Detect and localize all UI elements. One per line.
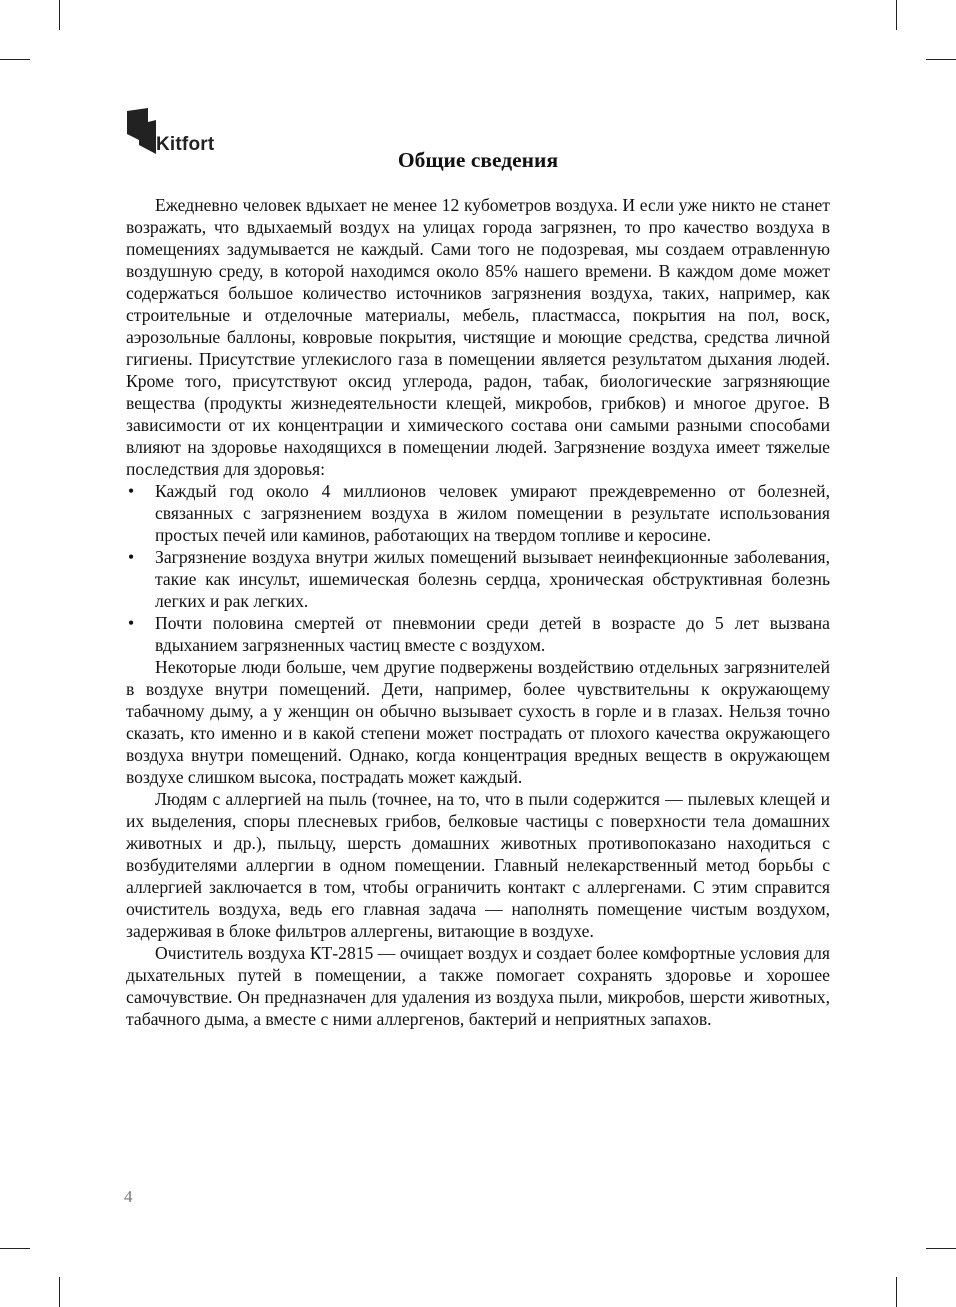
- crop-mark-top-left-vertical: [59, 0, 60, 30]
- paragraph: Людям с аллергией на пыль (точнее, на то, что в пыли содержится — пылевых клещей и их выделения, споры плесневых грибов, белковые частицы с поверхности тела домашних животных и др.), пыльцу, шерсть домашних животных противопоказано находиться с возбудителями аллергии в одном помещении. Главный нелекарственный метод борьбы с аллергией заключается в том, чтобы ограничить контакт с аллергенами. С этим справится очиститель воздуха, ведь его главная задача — наполнять помещение чистым воздухом, задерживая в блоке фильтров аллергены, витающие в воздухе.: [126, 789, 830, 941]
- crop-mark-top-left-horizontal: [0, 59, 30, 60]
- health-effects-list: [126, 480, 830, 656]
- crop-mark-top-right-horizontal: [926, 59, 956, 60]
- brand-name: Kitfort: [156, 134, 215, 155]
- crop-mark-bottom-right-horizontal: [926, 1248, 956, 1249]
- list-item: • Загрязнение воздуха внутри жилых помещений вызывает неинфекционные заболевания, такие как инсульт, ишемическая болезнь сердца, хроническая обструктивная болезнь легких и рак легких.: [126, 546, 830, 612]
- intro-paragraph: Ежедневно человек вдыхает не менее 12 кубометров воздуха. И если уже никто не станет возражать, что вдыхаемый воздух на улицах города загрязнен, то про качество воздуха в помещениях задумывается не каждый. Сами того не подозревая, мы создаем отравленную воздушную среду, в которой находимся около 85% нашего времени. В каждом доме может содержаться большое количество источников загрязнения воздуха, таких, например, как строительные и отделочные материалы, мебель, пластмасса, покрытия на пол, воск, аэрозольные баллоны, ковровые покрытия, чистящие и моющие средства, средства личной гигиены. Присутствие углекислого газа в помещении является результатом дыхания людей. Кроме того, присутствуют оксид углерода, радон, табак, биологические загрязняющие вещества (продукты жизнедеятельности клещей, микробов, грибков) и многое другое. В зависимости от их концентрации и химического состава они самыми разными способами влияют на здоровье находящихся в помещении людей. Загрязнение воздуха имеет тяжелые последствия для здоровья:: [126, 195, 830, 479]
- list-item: • Почти половина смертей от пневмонии среди детей в возрасте до 5 лет вызвана вдыханием загрязненных частиц вместе с воздухом.: [126, 612, 830, 656]
- crop-mark-top-right-vertical: [896, 0, 897, 30]
- paragraph: Очиститель воздуха КТ-2815 — очищает воздух и создает более комфортные условия для дыхательных путей в помещении, а также помогает сохранять здоровье и хорошее самочувствие. Он предназначен для удаления из воздуха пыли, микробов, шерсти животных, табачного дыма, а вместе с ними аллергенов, бактерий и неприятных запахов.: [126, 943, 830, 1029]
- crop-mark-bottom-right-vertical: [896, 1277, 897, 1307]
- page-title: Общие сведения: [397, 148, 559, 172]
- crop-mark-bottom-left-vertical: [59, 1277, 60, 1307]
- crop-mark-bottom-left-horizontal: [0, 1248, 30, 1249]
- body-text: [126, 194, 830, 1030]
- page-number: 4: [124, 1187, 133, 1206]
- paragraph: Некоторые люди больше, чем другие подвержены воздействию отдельных загрязнителей в воздухе внутри помещений. Дети, например, более чувствительны к окружающему табачному дыму, а у женщин он обычно вызывает сухость в горле и в глазах. Нельзя точно сказать, кто именно и в какой степени может пострадать от плохого качества окружающего воздуха внутри помещений. Однако, когда концентрация вредных веществ в окружающем воздухе слишком высока, пострадать может каждый.: [126, 657, 830, 787]
- list-item: • Каждый год около 4 миллионов человек умирают преждевременно от болезней, связанных с загрязнением воздуха в жилом помещении в результате использования простых печей или каминов, работающих на твердом топливе и керосине.: [126, 480, 830, 546]
